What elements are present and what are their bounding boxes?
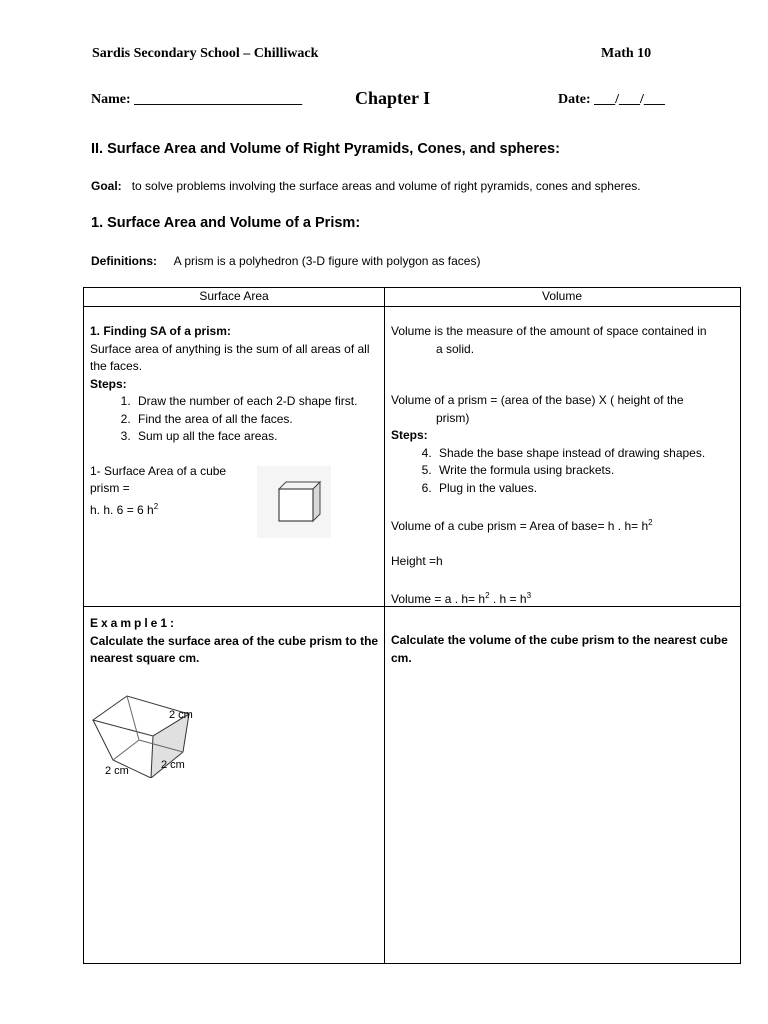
volume-cell (391, 323, 736, 609)
goal (91, 179, 641, 193)
volume-cube-formula: Volume of a cube prism = Area of base= h . $h= h^2$ (391, 518, 653, 533)
example-label: Example1: (90, 616, 178, 630)
definitions (91, 254, 480, 268)
sa-cell (90, 323, 376, 519)
course-name: Math 10 (601, 46, 652, 61)
dim-label: 2 cm (169, 709, 193, 721)
header-volume: Volume (541, 289, 583, 303)
school-name: Sardis Secondary School – Chilliwack (92, 46, 319, 61)
volume-step: 6. Plug in the values. (435, 480, 736, 498)
dim-label: 2 cm (161, 759, 185, 771)
volume-step: 4. Shade the base shape instead of drawing shapes. (435, 445, 736, 463)
example-volume-question: Calculate the volume of the cube prism to the nearest cube cm. (391, 633, 728, 665)
subsection-title: 1. Surface Area and Volume of a Prism: (91, 215, 361, 231)
cube-icon (257, 466, 331, 538)
volume-description: Volume is the measure of the amount of space contained in a solid. (391, 324, 707, 356)
chapter-title: Chapter I (355, 88, 431, 108)
sa-description: Surface area of anything is the sum of all areas of all the faces. (90, 341, 370, 373)
volume-prism-formula: Volume of a prism = (area of the base) X ( height of the prism) (391, 393, 684, 425)
cube-sa-line2: prism = (90, 481, 130, 495)
definitions-text: A prism is a polyhedron (3-D figure with polygon as faces) (173, 254, 481, 268)
cube-sa-formula: h. h. 6 = 6 $h^2$ (90, 501, 159, 517)
cube-diagram (89, 686, 214, 778)
goal-text: to solve problems involving the surface areas and volume of right pyramids, cones and spheres. (131, 179, 641, 193)
table-header-divider (84, 306, 740, 307)
volume-step: 5. Write the formula using brackets. (435, 462, 736, 480)
date-field: Date: ___/___/___ (558, 92, 665, 107)
section-title: II. Surface Area and Volume of Right Pyramids, Cones, and spheres: (91, 141, 560, 157)
sa-steps-list (90, 393, 376, 446)
table-column-divider (384, 288, 385, 963)
sa-step: 2. Find the area of all the faces. (134, 411, 376, 429)
volume-steps-list (391, 445, 736, 498)
volume-steps-label: Steps: (391, 428, 428, 442)
cube-sa-title: 1- Surface Area of a cube (90, 463, 227, 478)
example-sa-cell (90, 615, 380, 668)
example-sa-question: Calculate the surface area of the cube prism to the nearest square cm. (90, 633, 379, 665)
dim-label: 2 cm (105, 765, 129, 777)
goal-label: Goal: (91, 179, 122, 193)
volume-height: Height =h (391, 553, 443, 568)
volume-result: Volume = a . $h= h^2$ . $h = h^3$ (391, 591, 532, 606)
name-field: Name: ________________________ (91, 92, 303, 107)
definitions-label: Definitions: (91, 254, 157, 268)
sa-step: 1. Draw the number of each 2-D shape first. (134, 393, 376, 411)
sa-step: 3. Sum up all the face areas. (134, 428, 376, 446)
sa-heading: 1. Finding SA of a prism: (90, 324, 231, 338)
header-surface-area: Surface Area (199, 289, 269, 303)
sa-volume-table (83, 287, 741, 964)
sa-steps-label: Steps: (90, 376, 127, 391)
